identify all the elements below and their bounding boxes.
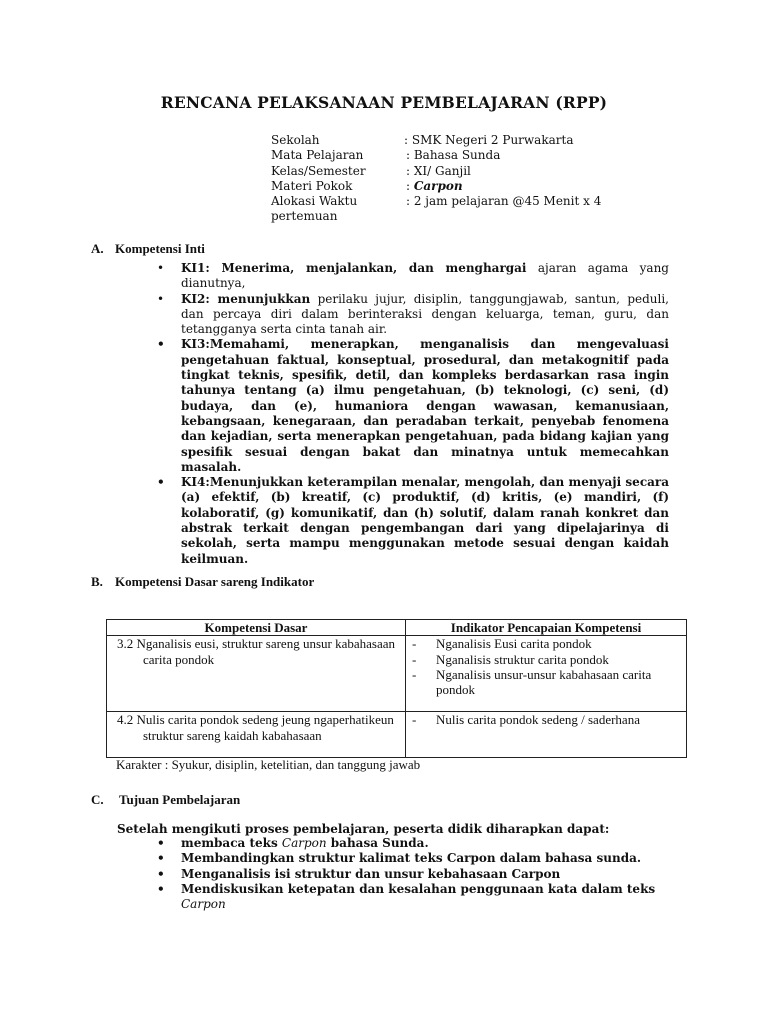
table-header-row <box>107 620 687 636</box>
list-item <box>157 867 657 882</box>
document-title: RENCANA PELAKSANAAN PEMBELAJARAN (RPP) <box>160 93 608 112</box>
list-item <box>157 836 657 851</box>
bullet-icon: • <box>157 836 165 850</box>
section-a-heading <box>91 241 205 257</box>
tujuan-text: membaca teks <box>181 836 282 850</box>
ki-text: perilaku jujur, disiplin, tanggungjawab, santun, peduli, dan percaya diri dalam berinteraksi dengan keluarga, teman, guru, dan tetangganya serta cinta tanah air. <box>181 291 670 337</box>
tujuan-text: Mendiskusikan ketepatan dan kesalahan penggunaan kata dalam teks <box>181 881 656 896</box>
list-item-ki1 <box>157 261 669 292</box>
dash-icon: - <box>412 636 417 652</box>
kd-cell <box>107 712 406 758</box>
meta-label: Kelas/Semester <box>271 163 366 178</box>
kd-cell <box>107 636 406 712</box>
section-title: Kompetensi Inti <box>115 241 205 256</box>
section-c-heading <box>91 792 240 808</box>
column-header-kompetensi-dasar: Kompetensi Dasar <box>107 620 406 636</box>
tujuan-emphasis: Carpon <box>181 897 226 912</box>
section-letter: B. <box>91 574 103 589</box>
bullet-icon: • <box>157 337 165 352</box>
indikator-item <box>412 652 686 667</box>
list-item <box>157 882 657 913</box>
meta-label: Alokasi Waktu <box>271 194 358 209</box>
dash-icon: - <box>412 651 417 667</box>
tujuan-text-post: bahasa Sunda. <box>326 836 429 850</box>
indikator-text: Nganalisis unsur-unsur kabahasaan carita pondok <box>436 666 652 698</box>
ki-label: KI2: menunjukkan <box>181 291 311 306</box>
ki-text: Menunjukkan keterampilan menalar, mengolah, dan menyaji secara (a) efektif, (b) kreatif, (c) produktif, (d) kritis, (e) mandiri, (f) kolaboratif, (g) komunikatif, dan (h) solutif, dalam ranah konkret dan abstrak terkait dengan pengembangan dari yang dipelajarinya di sekolah, serta mampu menggunakan metode sesuai dengan kaidah keilmuan. <box>181 475 669 566</box>
ki-label: KI4: <box>181 475 210 490</box>
indikator-cell <box>406 636 687 712</box>
meta-label: Mata Pelajaran <box>271 148 364 163</box>
meta-value: : Bahasa Sunda <box>406 148 501 163</box>
meta-value-prefix: : <box>406 178 414 193</box>
tujuan-text: Menganalisis isi struktur dan unsur kebahasaan Carpon <box>181 866 561 881</box>
bullet-icon: • <box>157 881 165 896</box>
list-item-ki3 <box>157 337 669 475</box>
list-item-ki2 <box>157 292 669 338</box>
ki-label: KI3: <box>181 337 210 352</box>
kompetensi-dasar-table <box>106 619 687 758</box>
section-letter: A. <box>91 241 104 256</box>
meta-value-emphasis: Carpon <box>413 178 463 193</box>
tujuan-intro: Setelah mengikuti proses pembelajaran, peserta didik diharapkan dapat: <box>117 822 610 836</box>
indikator-text: Nganalisis struktur carita pondok <box>436 651 609 667</box>
list-item <box>157 851 657 866</box>
meta-value <box>406 179 463 194</box>
meta-value: : SMK Negeri 2 Purwakarta <box>404 133 574 147</box>
meta-value: : 2 jam pelajaran @45 Menit x 4 <box>406 194 602 209</box>
kd-text: 3.2 Nganalisis eusi, struktur sareng unsur kabahasaan carita pondok <box>117 636 395 667</box>
bullet-icon: • <box>157 291 165 306</box>
indikator-item <box>412 667 686 698</box>
table-row <box>107 636 687 712</box>
meta-label: Sekolah <box>271 133 320 147</box>
ki-label: KI1: Menerima, menjalankan, dan menghargai <box>181 261 527 275</box>
indikator-item <box>412 636 686 651</box>
tujuan-emphasis: Carpon <box>281 836 327 850</box>
kd-text: 4.2 Nulis carita pondok sedeng jeung ngaperhatikeun struktur sareng kaidah kabahasaan <box>117 712 394 743</box>
indikator-cell <box>406 712 687 758</box>
section-letter: C. <box>91 792 104 807</box>
tujuan-list <box>157 836 657 912</box>
indikator-item <box>412 712 686 727</box>
meta-value: : XI/ Ganjil <box>406 163 471 178</box>
bullet-icon: • <box>157 261 165 275</box>
dash-icon: - <box>412 666 417 682</box>
list-item-ki4 <box>157 475 669 567</box>
section-title: Tujuan Pembelajaran <box>119 792 241 807</box>
section-title: Kompetensi Dasar sareng Indikator <box>115 574 315 589</box>
tujuan-text: Membandingkan struktur kalimat teks Carpon dalam bahasa sunda. <box>181 851 642 866</box>
meta-label: pertemuan <box>271 209 338 224</box>
section-b-heading <box>91 574 314 590</box>
column-header-indikator: Indikator Pencapaian Kompetensi <box>406 620 687 636</box>
indikator-text: Nganalisis Eusi carita pondok <box>436 636 592 652</box>
ki-text: ajaran agama yang dianutnya, <box>181 261 669 291</box>
dash-icon: - <box>412 712 417 728</box>
bullet-icon: • <box>157 475 165 490</box>
bullet-icon: • <box>157 866 165 881</box>
indikator-text: Nulis carita pondok sedeng / saderhana <box>436 712 640 728</box>
table-row <box>107 712 687 758</box>
bullet-icon: • <box>157 851 165 866</box>
karakter-note: Karakter : Syukur, disiplin, ketelitian, dan tanggung jawab <box>116 757 421 772</box>
kompetensi-inti-list <box>157 261 669 567</box>
ki-text: Memahami, menerapkan, menganalisis dan mengevaluasi pengetahuan faktual, konseptual, prosedural, dan metakognitif pada tingkat teknis, spesifik, detil, dan kompleks berdasarkan rasa ingin tahunya tentang (a) ilmu pengetahuan, (b) teknologi, (c) seni, (d) budaya, dan (e), humaniora dengan wawasan, kemanusiaan, kebangsaan, kenegaraan, dan peradaban terkait, penyebab fenomena dan kejadian, serta menerapkan pengetahuan, pada bidang kajian yang spesifik sesuai dengan bakat dan minatnya untuk memecahkan masalah. <box>181 337 669 474</box>
meta-label: Materi Pokok <box>271 178 353 193</box>
